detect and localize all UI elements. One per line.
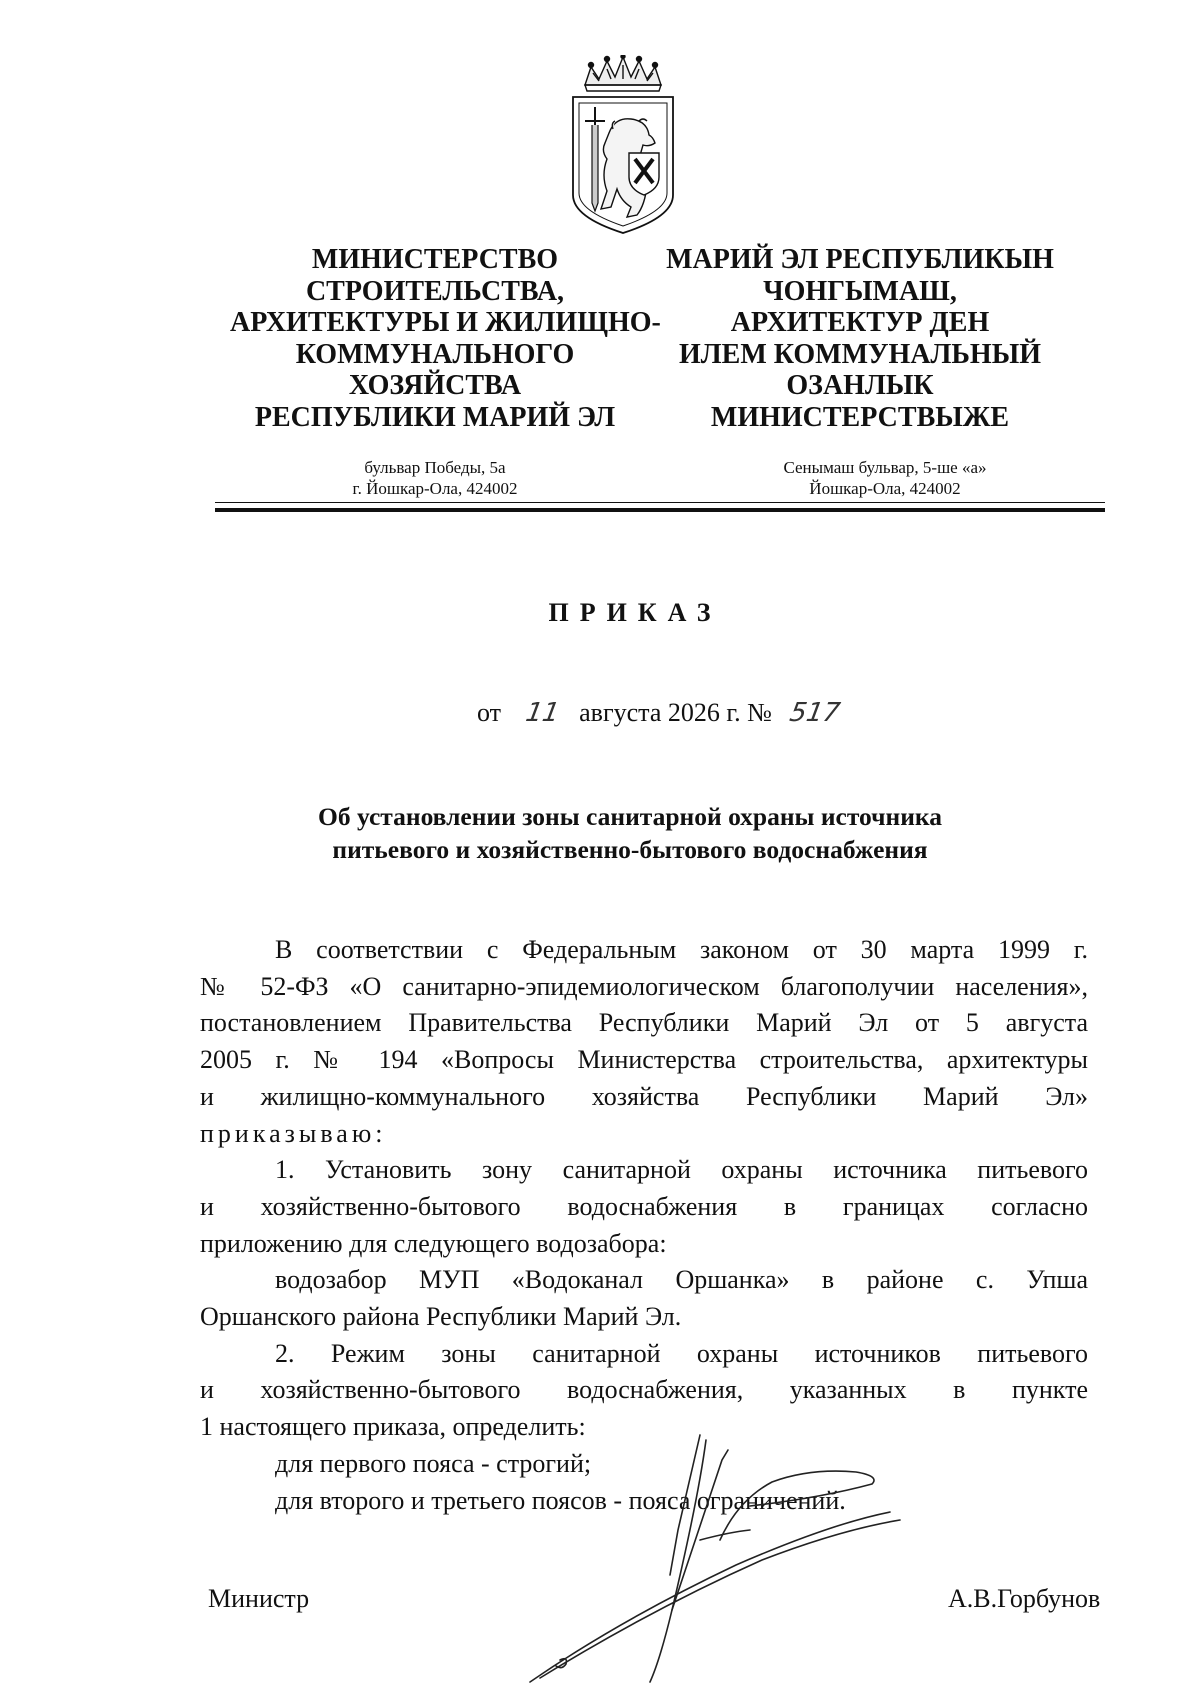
org-line: ЧОНГЫМАШ, xyxy=(763,275,957,307)
address-line: г. Йошкар-Ола, 424002 xyxy=(352,479,518,498)
body-line: для второго и третьего поясов - пояса ограничений. xyxy=(275,1485,846,1515)
coat-of-arms-icon xyxy=(563,55,683,235)
organization-name-mari xyxy=(650,244,1070,433)
org-line: АРХИТЕКТУРЫ И ЖИЛИЩНО- xyxy=(230,307,661,338)
address-line: Сенымаш бульвар, 5-ше «а» xyxy=(783,458,987,477)
address-russian xyxy=(300,457,570,499)
handwritten-signature-icon xyxy=(500,1420,960,1690)
body-line: и жилищно-коммунального хозяйства Республики Марий Эл» xyxy=(200,1081,1088,1111)
body-line: 2. Режим зоны санитарной охраны источников питьевого xyxy=(275,1338,1088,1368)
body-line: № 52-ФЗ «О санитарно-эпидемиологическом благополучии населения», xyxy=(200,971,1088,1001)
body-line: для первого пояса - строгий; xyxy=(275,1448,592,1478)
body-line: приказываю: xyxy=(200,1118,387,1148)
organization-name-russian xyxy=(230,244,661,433)
subject-line: питьевого и хозяйственно-бытового водоснабжения xyxy=(332,835,928,864)
address-line: бульвар Победы, 5а xyxy=(364,458,506,477)
handwritten-number: 517 xyxy=(787,698,843,728)
date-prefix: от xyxy=(477,698,502,727)
address-mari xyxy=(740,457,1030,499)
body-line: постановлением Правительства Республики Марий Эл от 5 августа xyxy=(200,1008,1088,1038)
org-line: ХОЗЯЙСТВА xyxy=(348,370,522,401)
body-line: Оршанского района Республики Марий Эл. xyxy=(200,1302,682,1332)
org-line: СТРОИТЕЛЬСТВА, xyxy=(305,275,565,307)
org-line: МАРИЙ ЭЛ РЕСПУБЛИКЫН xyxy=(666,244,1054,275)
org-line: МИНИСТЕРСТВЫЖЕ xyxy=(710,401,1010,433)
body-line: и хозяйственно-бытового водоснабжения, указанных в пункте xyxy=(200,1375,1088,1405)
header-divider-thin xyxy=(215,502,1105,503)
body-line: 1. Установить зону санитарной охраны источника питьевого xyxy=(275,1155,1088,1185)
body-line: приложению для следующего водозабора: xyxy=(200,1228,667,1258)
org-line: РЕСПУБЛИКИ МАРИЙ ЭЛ xyxy=(254,401,616,433)
signatory-name: А.В.Горбунов xyxy=(948,1584,1101,1613)
address-line: Йошкар-Ола, 424002 xyxy=(809,479,961,498)
body-line: 2005 г. № 194 «Вопросы Министерства строительства, архитектуры xyxy=(200,1045,1088,1075)
org-line: ИЛЕМ КОММУНАЛЬНЫЙ xyxy=(679,338,1041,370)
date-number-line xyxy=(477,698,843,728)
body-line: В соответствии с Федеральным законом от 30 марта 1999 г. xyxy=(275,935,1088,964)
document-subject xyxy=(200,800,1060,866)
body-line: водозабор МУП «Водоканал Оршанка» в районе с. Упша xyxy=(275,1265,1088,1295)
handwritten-day: 11 xyxy=(522,698,562,728)
document-type: ПРИКАЗ xyxy=(548,598,722,627)
org-line: АРХИТЕКТУР ДЕН xyxy=(730,307,990,338)
body-line: 1 настоящего приказа, определить: xyxy=(200,1412,586,1442)
subject-line: Об установлении зоны санитарной охраны источника xyxy=(318,802,942,831)
header-divider-thick xyxy=(215,508,1105,512)
date-rest: августа 2026 г. № xyxy=(579,698,772,727)
org-line: МИНИСТЕРСТВО xyxy=(311,244,559,275)
signatory-position: Министр xyxy=(208,1584,310,1613)
org-line: КОММУНАЛЬНОГО xyxy=(295,338,575,370)
body-line: и хозяйственно-бытового водоснабжения в границах согласно xyxy=(200,1191,1088,1221)
org-line: ОЗАНЛЫК xyxy=(786,370,934,401)
